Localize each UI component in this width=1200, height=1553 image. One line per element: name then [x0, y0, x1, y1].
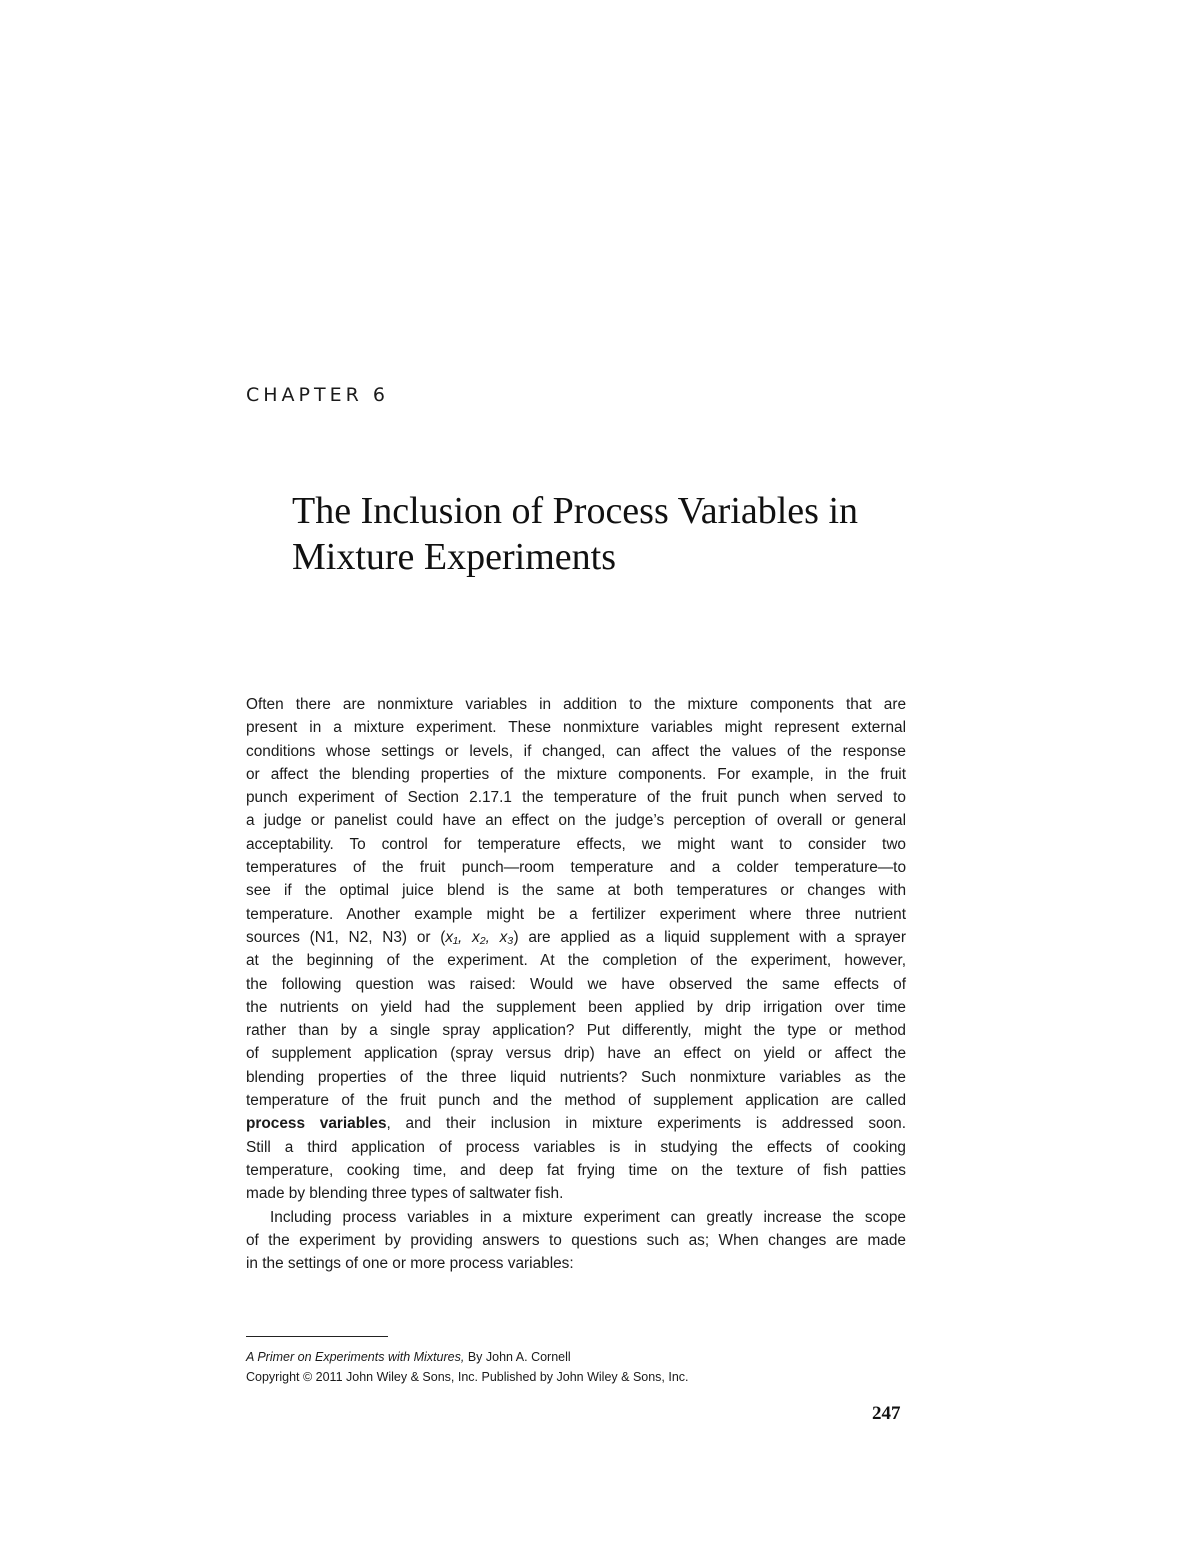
footnote	[246, 1347, 689, 1387]
book-title: A Primer on Experiments with Mixtures,	[246, 1350, 465, 1364]
text-line: see if the optimal juice blend is the same at both temperatures or changes with	[246, 882, 906, 900]
text-line: the following question was raised: Would we have observed the same effects of	[246, 975, 906, 993]
text-line: temperature. Another example might be a fertilizer experiment where three nutrient	[246, 905, 906, 923]
book-author: By John A. Cornell	[467, 1350, 571, 1364]
text-fragment: , and their inclusion in mixture experiments is addressed soon.	[386, 1115, 907, 1133]
text-line: made by blending three types of saltwater fish.	[246, 1185, 564, 1203]
text-line: of the experiment by providing answers to questions such as; When changes are made	[246, 1231, 906, 1249]
text-fragment: sources (N1, N2, N3) or (	[246, 928, 446, 946]
chapter-label: CHAPTER 6	[246, 384, 389, 406]
chapter-title-line-1: The Inclusion of Process Variables in	[292, 490, 859, 532]
text-line	[246, 926, 906, 949]
text-line: acceptability. To control for temperature effects, we might want to consider two	[246, 835, 906, 853]
text-line: temperatures of the fruit punch—room temperature and a colder temperature—to	[246, 859, 906, 877]
text-line: conditions whose settings or levels, if changed, can affect the values of the response	[246, 742, 906, 760]
page-number: 247	[872, 1403, 901, 1424]
text-line: blending properties of the three liquid nutrients? Such nonmixture variables as the	[246, 1068, 906, 1086]
text-line: temperature of the fruit punch and the method of supplement application are called	[246, 1092, 906, 1110]
key-term: process variables	[246, 1115, 387, 1133]
text-fragment: ) are applied as a liquid supplement with a sprayer	[513, 928, 906, 946]
text-line: or affect the blending properties of the mixture components. For example, in the fruit	[246, 765, 906, 783]
footnote-rule	[246, 1336, 388, 1337]
text-line: Often there are nonmixture variables in addition to the mixture components that are	[246, 696, 906, 713]
text-line: the nutrients on yield had the supplement been applied by drip irrigation over time	[246, 998, 906, 1016]
text-line: Still a third application of process variables is in studying the effects of cooking	[246, 1138, 906, 1156]
text-line: temperature, cooking time, and deep fat frying time on the texture of fish patties	[246, 1161, 906, 1179]
text-line: Including process variables in a mixture experiment can greatly increase the scope	[270, 1208, 906, 1226]
chapter-title	[292, 488, 932, 580]
text-line: of supplement application (spray versus drip) have an effect on yield or affect the	[246, 1045, 906, 1063]
text-line: at the beginning of the experiment. At the completion of the experiment, however,	[246, 952, 906, 970]
text-line: in the settings of one or more process variables:	[246, 1255, 574, 1273]
math-variables: x₁, x₂, x₃	[445, 928, 514, 946]
text-line: punch experiment of Section 2.17.1 the temperature of the fruit punch when served to	[246, 789, 906, 807]
text-line: a judge or panelist could have an effect on the judge’s perception of overall or general	[246, 812, 906, 830]
text-line: present in a mixture experiment. These nonmixture variables might represent external	[246, 719, 906, 737]
footnote-citation	[246, 1347, 689, 1367]
body-text	[246, 693, 906, 1275]
text-line	[246, 1112, 906, 1135]
text-line: rather than by a single spray application? Put differently, might the type or method	[246, 1022, 906, 1040]
copyright-notice: Copyright © 2011 John Wiley & Sons, Inc. Published by John Wiley & Sons, Inc.	[246, 1370, 689, 1384]
chapter-title-line-2: Mixture Experiments	[292, 536, 616, 578]
